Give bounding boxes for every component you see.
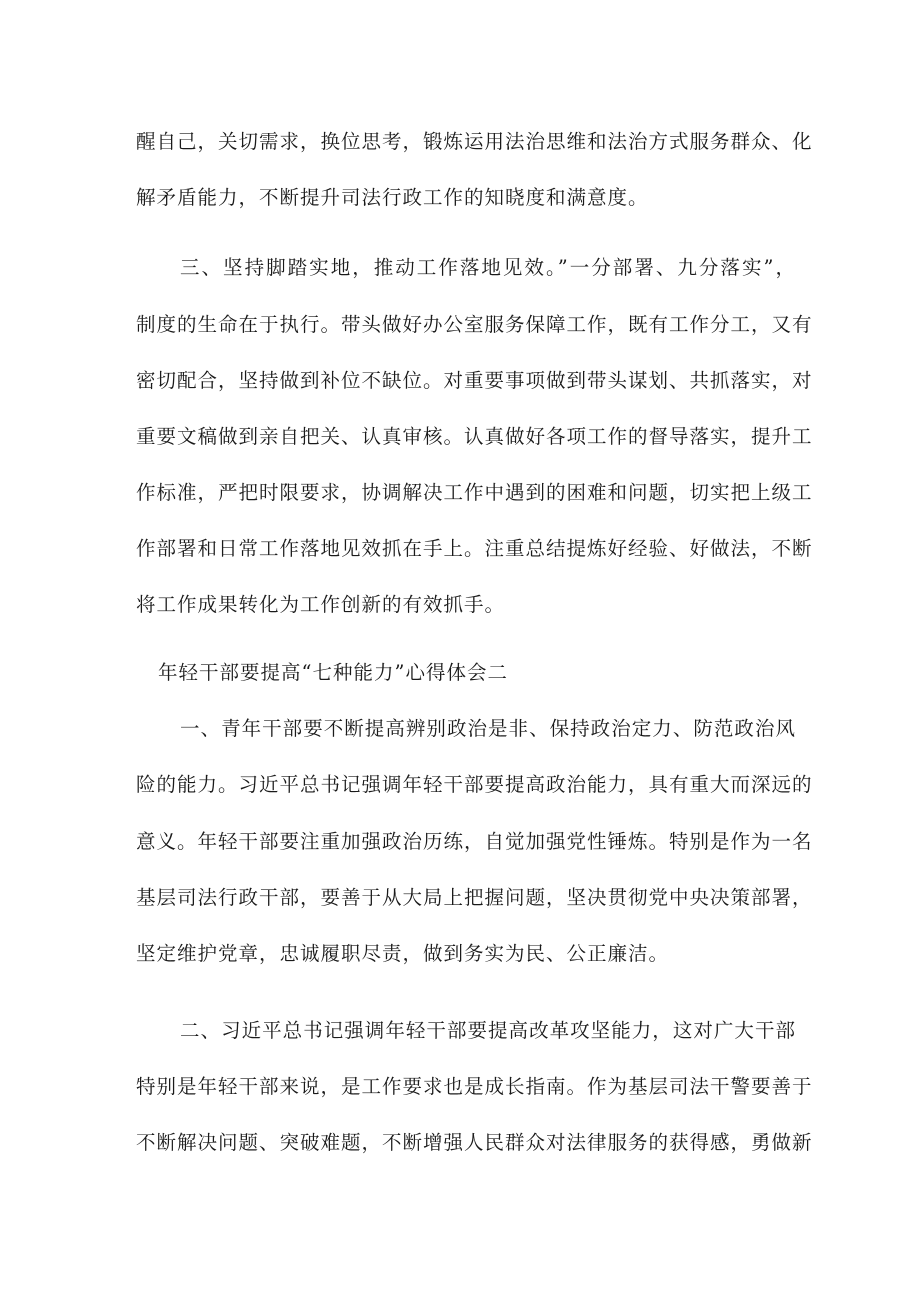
paragraph-line: 特别是年轻干部来说，是工作要求也是成长指南。作为基层司法干警要善于 [136, 1075, 813, 1098]
section-heading: 年轻干部要提高“七种能力”心得体会二 [158, 661, 508, 684]
paragraph-line: 二、习近平总书记强调年轻干部要提高改革攻坚能力，这对广大干部 [180, 1019, 796, 1042]
paragraph-line: 制度的生命在于执行。带头做好办公室服务保障工作，既有工作分工，又有 [136, 313, 813, 336]
paragraph-line: 作部署和日常工作落地见效抓在手上。注重总结提炼好经验、好做法，不断 [136, 537, 813, 560]
paragraph-line: 解矛盾能力，不断提升司法行政工作的知晓度和满意度。 [136, 186, 649, 209]
paragraph-line: 不断解决问题、突破难题，不断增强人民群众对法律服务的获得感，勇做新 [136, 1131, 813, 1154]
paragraph-line: 三、坚持脚踏实地，推动工作落地见效。”一分部署、九分落实”， [180, 256, 796, 279]
paragraph-line: 将工作成果转化为工作创新的有效抓手。 [136, 593, 506, 616]
paragraph-line: 作标准，严把时限要求，协调解决工作中遇到的困难和问题，切实把上级工 [136, 481, 813, 504]
paragraph-line: 醒自己，关切需求，换位思考，锻炼运用法治思维和法治方式服务群众、化 [136, 130, 813, 153]
paragraph-line: 重要文稿做到亲自把关、认真审核。认真做好各项工作的督导落实，提升工 [136, 425, 813, 448]
paragraph-line: 险的能力。习近平总书记强调年轻干部要提高政治能力，具有重大而深远的 [136, 773, 813, 796]
paragraph-line: 密切配合，坚持做到补位不缺位。对重要事项做到带头谋划、共抓落实，对 [136, 369, 813, 392]
paragraph-line: 一、青年干部要不断提高辨别政治是非、保持政治定力、防范政治风 [180, 717, 796, 740]
paragraph-line: 意义。年轻干部要注重加强政治历练，自觉加强党性锤炼。特别是作为一名 [136, 830, 813, 853]
paragraph-line: 坚定维护党章，忠诚履职尽责，做到务实为民、公正廉洁。 [136, 942, 670, 965]
paragraph-line: 基层司法行政干部，要善于从大局上把握问题，坚决贯彻党中央决策部署， [136, 886, 813, 909]
